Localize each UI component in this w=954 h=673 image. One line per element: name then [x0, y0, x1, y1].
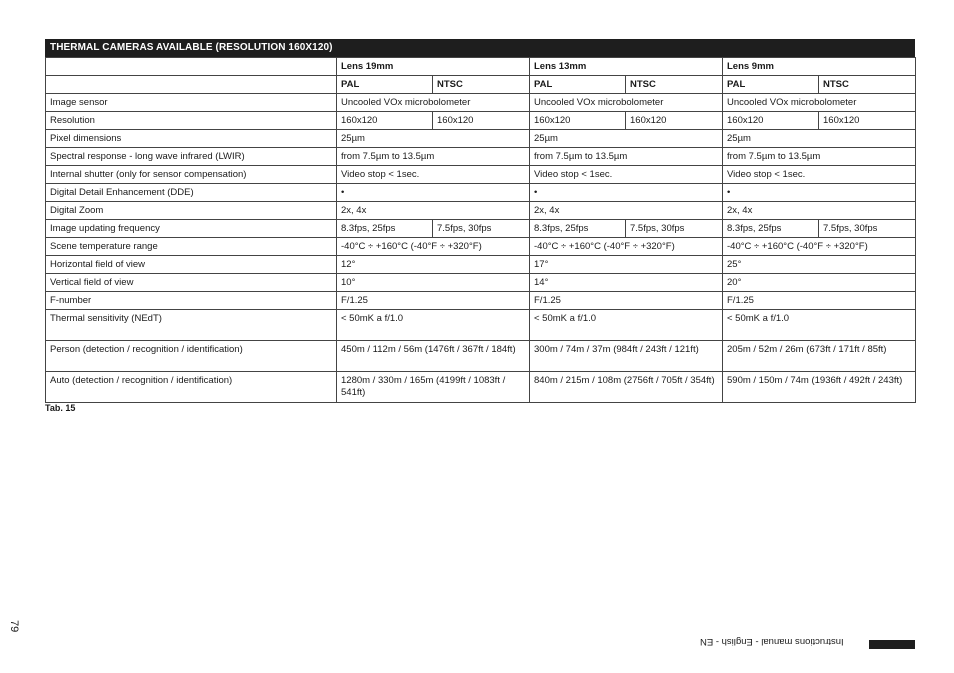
- value-cell: F/1.25: [337, 292, 530, 310]
- empty-corner-cell: [46, 58, 337, 76]
- lens-header-row: [46, 58, 916, 76]
- value-cell: -40°C ÷ +160°C (-40°F ÷ +320°F): [337, 238, 530, 256]
- pal-header: PAL: [530, 76, 626, 94]
- value-cell-pal: 160x120: [530, 112, 626, 130]
- spec-table-container: [45, 39, 915, 403]
- value-cell: F/1.25: [530, 292, 723, 310]
- value-cell-ntsc: 7.5fps, 30fps: [433, 220, 530, 238]
- value-cell: 14°: [530, 274, 723, 292]
- value-cell: 205m / 52m / 26m (673ft / 171ft / 85ft): [723, 341, 916, 372]
- table-row: [46, 112, 916, 130]
- ntsc-header: NTSC: [626, 76, 723, 94]
- table-title: THERMAL CAMERAS AVAILABLE (RESOLUTION 160X120): [45, 39, 915, 57]
- value-cell: Video stop < 1sec.: [337, 166, 530, 184]
- value-cell-ntsc: 160x120: [819, 112, 916, 130]
- page-number: 79: [8, 620, 20, 633]
- value-cell: < 50mK a f/1.0: [530, 310, 723, 341]
- row-label: Digital Zoom: [46, 202, 337, 220]
- row-label: Auto (detection / recognition / identification): [46, 372, 337, 403]
- value-cell: 17°: [530, 256, 723, 274]
- footer-bar: [869, 640, 915, 649]
- lens-13mm-header: Lens 13mm: [530, 58, 723, 76]
- footer-text: Instructions manual - English - EN: [700, 636, 844, 647]
- row-label: Resolution: [46, 112, 337, 130]
- value-cell-pal: 8.3fps, 25fps: [530, 220, 626, 238]
- table-row: [46, 184, 916, 202]
- value-cell: Uncooled VOx microbolometer: [337, 94, 530, 112]
- row-label: Vertical field of view: [46, 274, 337, 292]
- table-row: [46, 238, 916, 256]
- value-cell: from 7.5µm to 13.5µm: [723, 148, 916, 166]
- value-cell-ntsc: 7.5fps, 30fps: [626, 220, 723, 238]
- row-label: Scene temperature range: [46, 238, 337, 256]
- table-row: [46, 220, 916, 238]
- value-cell-pal: 8.3fps, 25fps: [337, 220, 433, 238]
- value-cell-pal: 160x120: [723, 112, 819, 130]
- row-label: Internal shutter (only for sensor compensation): [46, 166, 337, 184]
- value-cell: 2x, 4x: [723, 202, 916, 220]
- lens-19mm-header: Lens 19mm: [337, 58, 530, 76]
- value-cell: 25°: [723, 256, 916, 274]
- value-cell: 20°: [723, 274, 916, 292]
- table-row: [46, 202, 916, 220]
- table-row: [46, 372, 916, 403]
- value-cell-pal: 8.3fps, 25fps: [723, 220, 819, 238]
- ntsc-header: NTSC: [433, 76, 530, 94]
- value-cell: Uncooled VOx microbolometer: [723, 94, 916, 112]
- table-caption: Tab. 15: [45, 403, 76, 413]
- value-cell: from 7.5µm to 13.5µm: [337, 148, 530, 166]
- table-row: [46, 292, 916, 310]
- table-row: [46, 274, 916, 292]
- value-cell: from 7.5µm to 13.5µm: [530, 148, 723, 166]
- format-header-row: [46, 76, 916, 94]
- spec-table: [45, 57, 916, 403]
- row-label: Pixel dimensions: [46, 130, 337, 148]
- value-cell: < 50mK a f/1.0: [337, 310, 530, 341]
- row-label: Thermal sensitivity (NEdT): [46, 310, 337, 341]
- table-row: [46, 148, 916, 166]
- row-label: Image sensor: [46, 94, 337, 112]
- value-cell: 450m / 112m / 56m (1476ft / 367ft / 184ft): [337, 341, 530, 372]
- ntsc-header: NTSC: [819, 76, 916, 94]
- row-label: Digital Detail Enhancement (DDE): [46, 184, 337, 202]
- value-cell: Video stop < 1sec.: [723, 166, 916, 184]
- value-cell: Video stop < 1sec.: [530, 166, 723, 184]
- table-row: [46, 130, 916, 148]
- row-label: Image updating frequency: [46, 220, 337, 238]
- value-cell: 12°: [337, 256, 530, 274]
- pal-header: PAL: [723, 76, 819, 94]
- value-cell: < 50mK a f/1.0: [723, 310, 916, 341]
- value-cell: 1280m / 330m / 165m (4199ft / 1083ft / 541ft): [337, 372, 530, 403]
- value-cell: 2x, 4x: [337, 202, 530, 220]
- lens-9mm-header: Lens 9mm: [723, 58, 916, 76]
- empty-corner-cell: [46, 76, 337, 94]
- row-label: Spectral response - long wave infrared (LWIR): [46, 148, 337, 166]
- value-cell: 300m / 74m / 37m (984ft / 243ft / 121ft): [530, 341, 723, 372]
- value-cell: 10°: [337, 274, 530, 292]
- value-cell: F/1.25: [723, 292, 916, 310]
- row-label: Horizontal field of view: [46, 256, 337, 274]
- table-row: [46, 310, 916, 341]
- value-cell: -40°C ÷ +160°C (-40°F ÷ +320°F): [530, 238, 723, 256]
- value-cell: 2x, 4x: [530, 202, 723, 220]
- value-cell: •: [337, 184, 530, 202]
- value-cell-ntsc: 160x120: [626, 112, 723, 130]
- value-cell: •: [530, 184, 723, 202]
- value-cell: 25µm: [530, 130, 723, 148]
- value-cell: 25µm: [723, 130, 916, 148]
- value-cell: Uncooled VOx microbolometer: [530, 94, 723, 112]
- value-cell-ntsc: 7.5fps, 30fps: [819, 220, 916, 238]
- table-row: [46, 256, 916, 274]
- table-row: [46, 94, 916, 112]
- row-label: F-number: [46, 292, 337, 310]
- value-cell: 25µm: [337, 130, 530, 148]
- table-row: [46, 341, 916, 372]
- value-cell: •: [723, 184, 916, 202]
- value-cell-pal: 160x120: [337, 112, 433, 130]
- table-row: [46, 166, 916, 184]
- value-cell: 840m / 215m / 108m (2756ft / 705ft / 354ft): [530, 372, 723, 403]
- pal-header: PAL: [337, 76, 433, 94]
- value-cell: -40°C ÷ +160°C (-40°F ÷ +320°F): [723, 238, 916, 256]
- value-cell: 590m / 150m / 74m (1936ft / 492ft / 243ft): [723, 372, 916, 403]
- row-label: Person (detection / recognition / identification): [46, 341, 337, 372]
- value-cell-ntsc: 160x120: [433, 112, 530, 130]
